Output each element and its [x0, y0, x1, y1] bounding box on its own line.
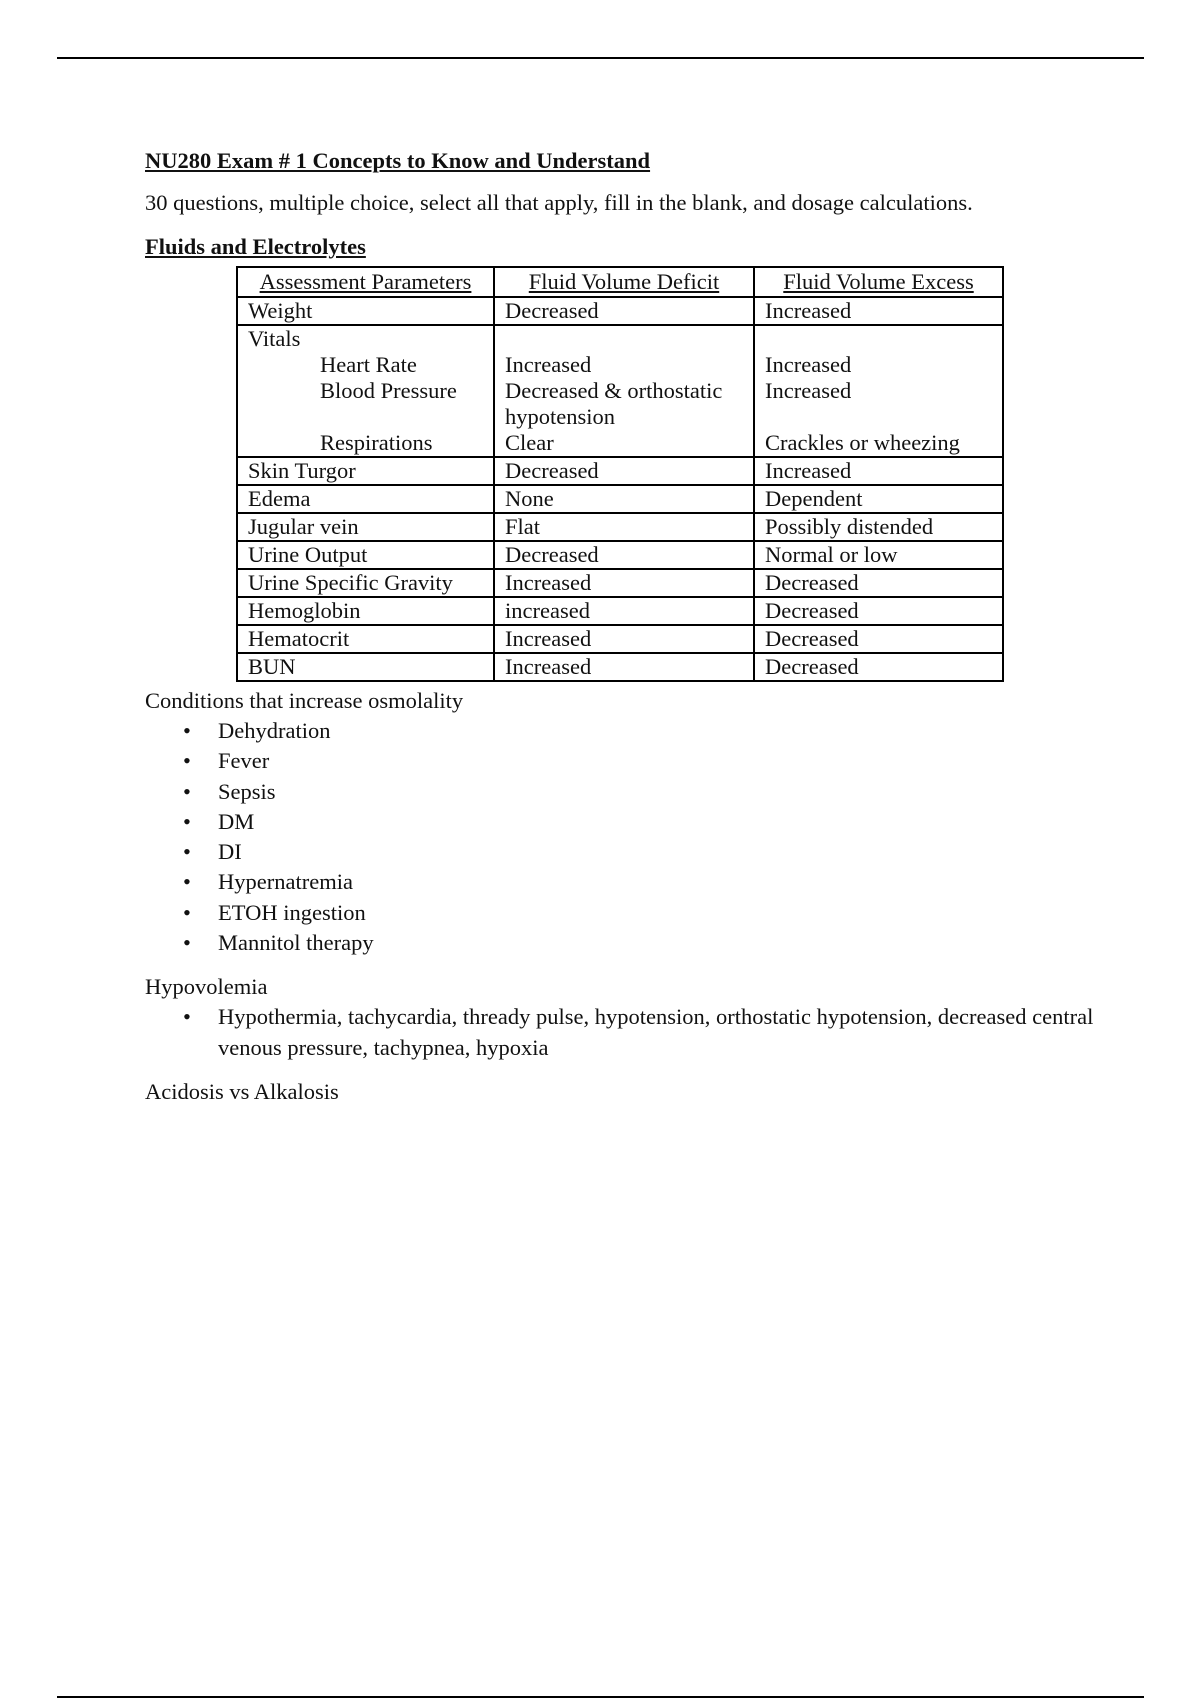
cell-excess: Possibly distended [754, 513, 1003, 541]
list-item [183, 716, 1105, 746]
cell-excess: Decreased [754, 569, 1003, 597]
bullet-icon: • [183, 778, 191, 804]
table-row [237, 569, 1003, 597]
cell-parameter: Edema [237, 485, 494, 513]
list-item-text: ETOH ingestion [218, 899, 366, 925]
table-row [237, 541, 1003, 569]
header-excess: Fluid Volume Excess [754, 267, 1003, 297]
cell-deficit: Increased [494, 653, 754, 681]
cell-excess: Increased [754, 297, 1003, 325]
document-body [145, 143, 1105, 1107]
bullet-icon: • [183, 930, 191, 956]
vitals-label: Vitals [248, 326, 301, 351]
header-deficit: Fluid Volume Deficit [494, 267, 754, 297]
bullet-icon: • [183, 718, 191, 743]
list-item-text: DM [218, 808, 255, 834]
table-row [237, 457, 1003, 485]
cell-deficit: Increased [494, 569, 754, 597]
vitals-respirations-label: Respirations [320, 430, 433, 455]
table-row [237, 597, 1003, 625]
cell-deficit: increased [494, 597, 754, 625]
excess-heart-rate: Increased [765, 352, 852, 377]
bullet-icon: • [183, 839, 191, 865]
cell-parameter: Jugular vein [237, 513, 494, 541]
cell-deficit: Decreased [494, 297, 754, 325]
conditions-label: Conditions that increase osmolality [145, 688, 464, 713]
cell-excess: Decreased [754, 597, 1003, 625]
table-row [237, 513, 1003, 541]
cell-excess: Increased [754, 457, 1003, 485]
vitals-heart-rate-label: Heart Rate [320, 352, 417, 377]
table-row-weight [237, 297, 1003, 325]
bullet-icon: • [183, 748, 191, 774]
list-item [183, 777, 1105, 807]
bullet-icon: • [183, 899, 191, 925]
document-title: NU280 Exam # 1 Concepts to Know and Understand [145, 148, 651, 173]
deficit-respirations: Clear [505, 430, 554, 455]
table-row [237, 625, 1003, 653]
bottom-rule [57, 1696, 1144, 1698]
cell-parameter: Urine Output [237, 541, 494, 569]
list-item-text: Dehydration [218, 718, 331, 743]
intro-text: 30 questions, multiple choice, select all that apply, fill in the blank, and dosage calculations. [145, 190, 973, 215]
bullet-icon: • [183, 1004, 191, 1030]
cell-parameter: Skin Turgor [237, 457, 494, 485]
acidosis-label: Acidosis vs Alkalosis [145, 1078, 339, 1104]
excess-respirations: Crackles or wheezing [765, 430, 960, 455]
vitals-blood-pressure-label: Blood Pressure [320, 378, 457, 403]
cell-excess-vitals [754, 325, 1003, 457]
bullet-icon: • [183, 869, 191, 895]
cell-excess: Dependent [754, 485, 1003, 513]
hypovolemia-list [145, 1002, 1105, 1063]
cell-deficit: None [494, 485, 754, 513]
deficit-blood-pressure-cont: hypotension [505, 404, 615, 429]
cell-deficit: Flat [494, 513, 754, 541]
excess-blood-pressure: Increased [765, 378, 852, 403]
list-item-text: Hypothermia, tachycardia, thready pulse, hypotension, orthostatic hypotension, decreased central venous pressure, tachypnea, hypoxia [218, 1004, 1094, 1060]
cell-parameter: BUN [237, 653, 494, 681]
vitals-spacer [505, 326, 743, 352]
header-assessment: Assessment Parameters [237, 267, 494, 297]
cell-excess: Decreased [754, 653, 1003, 681]
cell-parameter: Hemoglobin [237, 597, 494, 625]
cell-deficit: Decreased [494, 541, 754, 569]
list-item-text: Fever [218, 748, 270, 774]
list-item [183, 837, 1105, 867]
list-item [183, 1002, 1105, 1063]
list-item [183, 898, 1105, 928]
fluids-table [236, 266, 1004, 682]
list-item [183, 807, 1105, 837]
cell-parameter-vitals [237, 325, 494, 457]
list-item [183, 867, 1105, 897]
cell-excess: Normal or low [754, 541, 1003, 569]
top-rule [57, 57, 1144, 59]
table-row-vitals [237, 325, 1003, 457]
hypovolemia-label: Hypovolemia [145, 974, 268, 1000]
cell-parameter: Hematocrit [237, 625, 494, 653]
cell-deficit: Decreased [494, 457, 754, 485]
cell-excess: Decreased [754, 625, 1003, 653]
list-item-text: Mannitol therapy [218, 930, 374, 956]
conditions-list [145, 716, 1105, 958]
list-item [183, 928, 1105, 958]
cell-parameter: Urine Specific Gravity [237, 569, 494, 597]
table-row [237, 485, 1003, 513]
list-item [183, 746, 1105, 776]
bullet-icon: • [183, 808, 191, 834]
list-item-text: Sepsis [218, 778, 276, 804]
cell-parameter: Weight [237, 297, 494, 325]
table-header-row [237, 267, 1003, 297]
section-title-fluids: Fluids and Electrolytes [145, 234, 366, 259]
deficit-blood-pressure: Decreased & orthostatic [505, 378, 723, 403]
list-item-text: Hypernatremia [218, 869, 353, 895]
table-row [237, 653, 1003, 681]
vitals-spacer [248, 404, 483, 430]
vitals-spacer [765, 404, 992, 430]
list-item-text: DI [218, 839, 242, 865]
vitals-spacer [765, 326, 992, 352]
cell-deficit: Increased [494, 625, 754, 653]
cell-deficit-vitals [494, 325, 754, 457]
deficit-heart-rate: Increased [505, 352, 592, 377]
